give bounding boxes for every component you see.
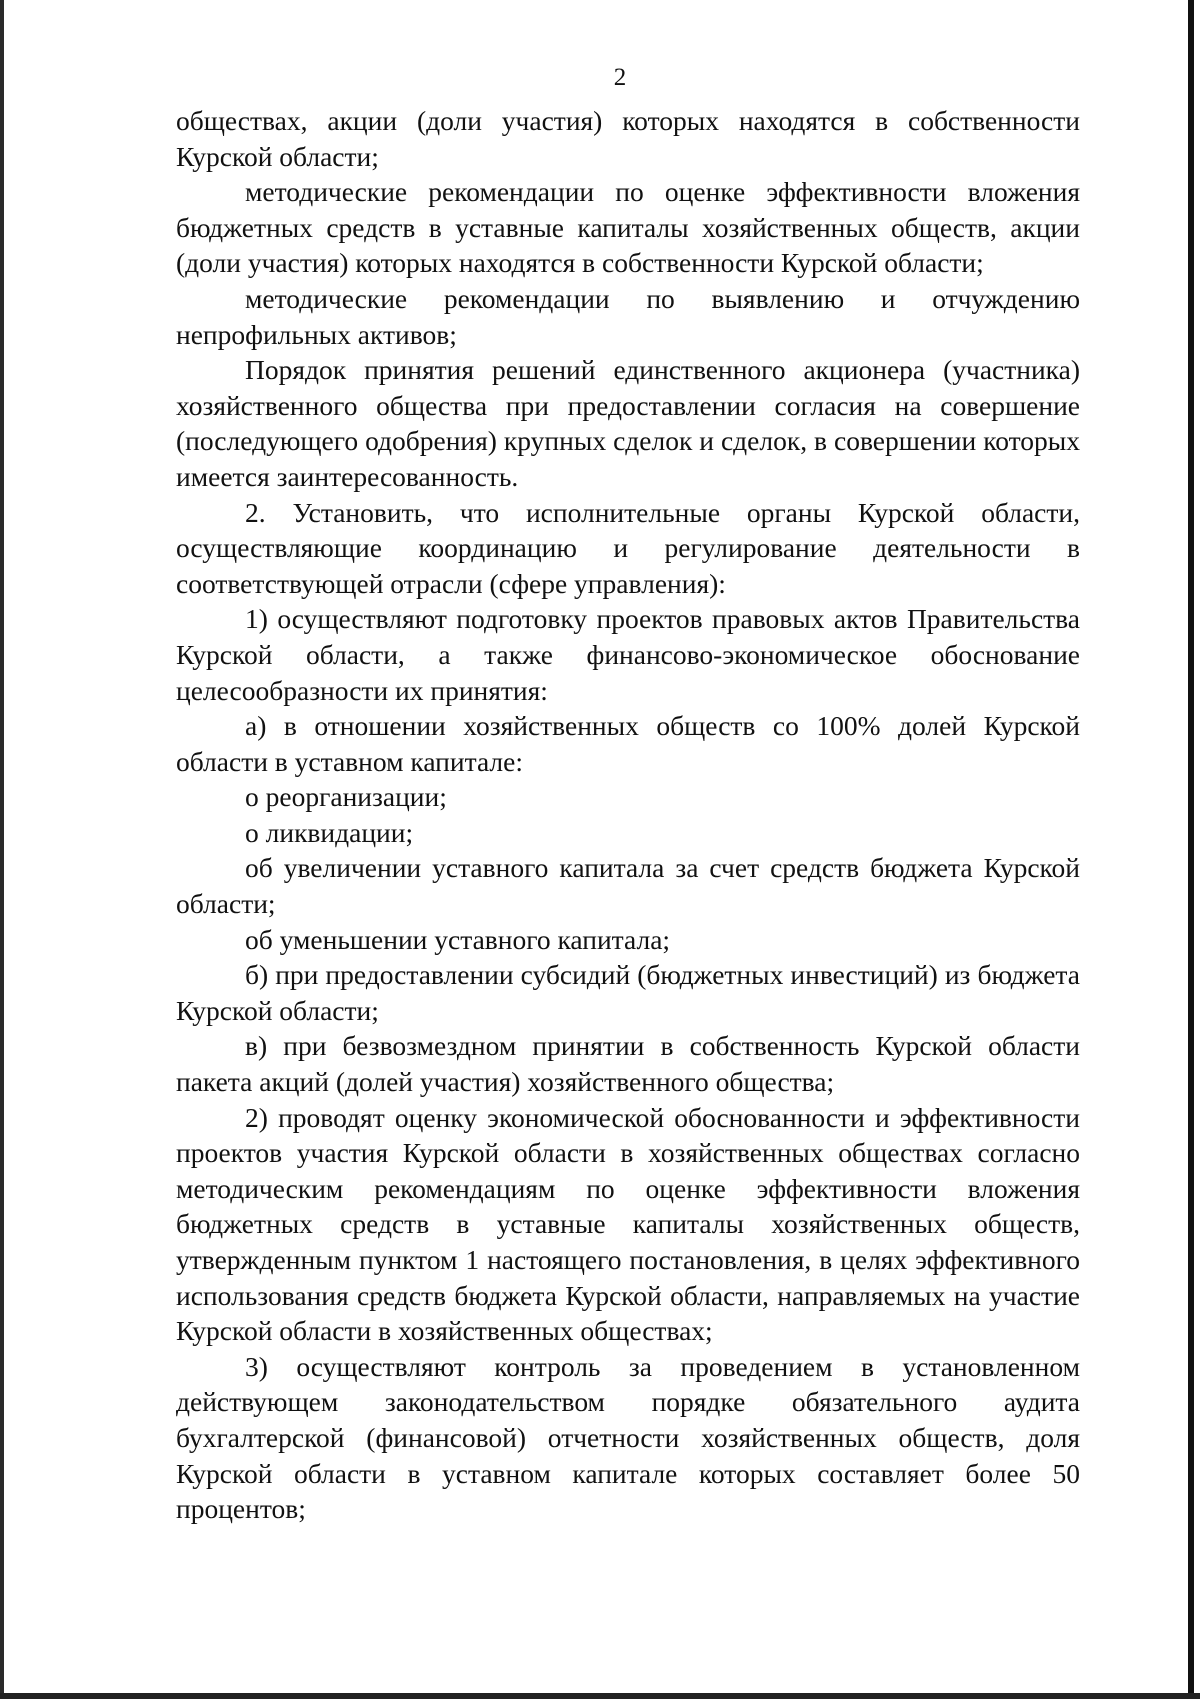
paragraph: методические рекомендации по выявлению и отчуждению непрофильных активов; [176,282,1080,350]
list-item: об уменьшении уставного капитала; [245,923,671,955]
paragraph: б) при предоставлении субсидий (бюджетных инвестиций) из бюджета Курской области; [176,959,1080,1026]
paragraph: а) в отношении хозяйственных обществ со 100% долей Курской области в уставном капитале: [176,710,1080,777]
list-item: о реорганизации; [245,781,447,813]
list-item: об увеличении уставного капитала за счет средств бюджета Курской области; [176,852,1080,920]
paragraph: 1) осуществляют подготовку проектов правовых актов Правительства Курской области, а также финансово-экономическое обоснование целесообразности их принятия: [176,603,1080,706]
paragraph: обществах, акции (доли участия) которых находятся в собственности Курской области; [176,105,1080,172]
paragraph: методические рекомендации по оценке эффективности вложения бюджетных средств в уставные капиталы хозяйственных обществ, акции (доли участия) которых находятся в собственности Курской области; [176,176,1080,279]
page-number: 2 [613,64,627,91]
paragraph: 2. Установить, что исполнительные органы Курской области, осуществляющие координацию и регулирование деятельности в соответствующей отрасли (сфере управления): [176,496,1080,599]
scan-edge-right [1188,0,1194,1699]
scan-edge-bottom [0,1693,1200,1699]
paragraph: в) при безвозмездном принятии в собственность Курской области пакета акций (долей участия) хозяйственного общества; [176,1030,1080,1098]
paragraph: 2) проводят оценку экономической обоснованности и эффективности проектов участия Курской области в хозяйственных обществах согласно методическим рекомендациям по оценке эффективности вложения бюджетных средств в уставные капиталы хозяйственных обществ, утвержденным пунктом 1 настоящего постановления, в целях эффективного использования средств бюджета Курской области, направляемых на участие Курской области в хозяйственных обществах; [176,1101,1080,1347]
paragraph: Порядок принятия решений единственного акционера (участника) хозяйственного общества при предоставлении согласия на совершение (последующего одобрения) крупных сделок и сделок, в совершении которых имеется заинтересованность. [176,354,1080,492]
scan-edge-left [0,0,4,1699]
document-body [176,103,1080,1527]
paragraph: 3) осуществляют контроль за проведением в установленном действующем законодательством порядке обязательного аудита бухгалтерской (финансовой) отчетности хозяйственных обществ, доля Курской области в уставном капитале которых составляет более 50 процентов; [176,1350,1080,1525]
list-item: о ликвидации; [245,816,414,848]
